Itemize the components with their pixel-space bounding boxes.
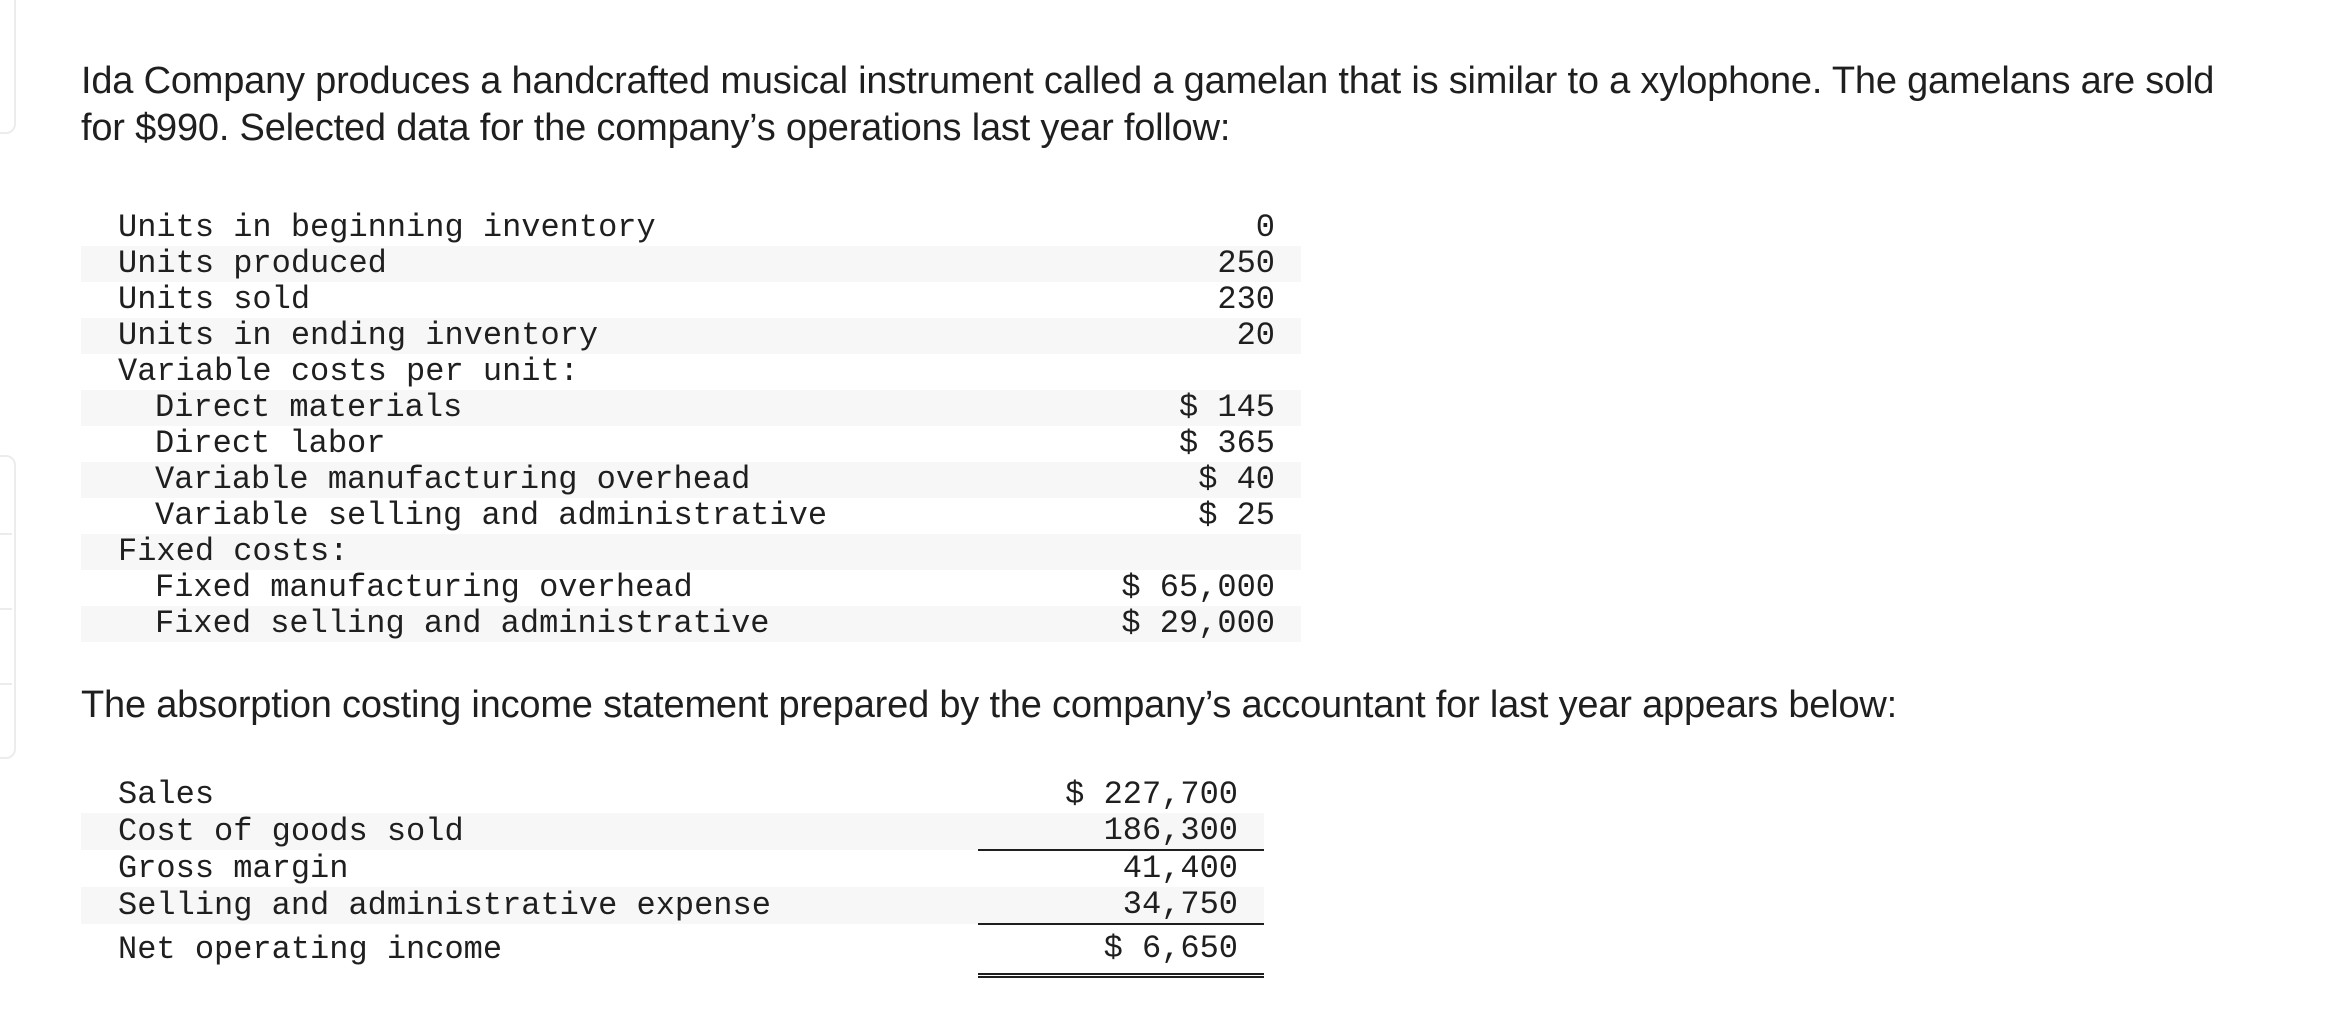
row-value: 41,400 [1122, 850, 1238, 887]
left-edge-divider [0, 683, 12, 685]
row-label: Units produced [81, 246, 1015, 282]
table-row [81, 887, 1264, 924]
row-label: Fixed selling and administrative [81, 606, 1015, 642]
table-row [81, 606, 1301, 642]
row-value: 186,300 [978, 813, 1264, 850]
row-label: Cost of goods sold [81, 813, 978, 850]
table-row [81, 850, 1264, 887]
table-row [81, 498, 1301, 534]
left-edge-frame-middle [0, 455, 16, 759]
row-value: $ 145 [1015, 390, 1301, 426]
question-content [81, 58, 2281, 978]
row-value: $ 65,000 [1121, 569, 1275, 606]
row-label: Units in beginning inventory [118, 209, 656, 246]
statement-intro-paragraph: The absorption costing income statement prepared by the company’s accountant for last year appears below: [81, 684, 1898, 726]
row-value: $ 365 [1178, 425, 1275, 462]
intro-paragraph: Ida Company produces a handcrafted musical instrument called a gamelan that is similar to a xylophone. The gamelans are sold for $990. Selected data for the company’s operations last year follow: [81, 60, 2215, 149]
table-row [81, 777, 1264, 813]
operations-data-table [81, 210, 1301, 642]
row-label: Gross margin [118, 849, 349, 887]
row-value [1015, 354, 1301, 390]
row-value: 250 [1015, 246, 1301, 282]
row-label: Units in ending inventory [81, 318, 1015, 354]
row-value: 0 [1255, 209, 1275, 246]
row-value: 34,750 [978, 887, 1264, 924]
table-row [81, 426, 1301, 462]
row-label: Fixed manufacturing overhead [155, 569, 693, 606]
row-value: $ 40 [1015, 462, 1301, 498]
table-row [81, 246, 1301, 282]
table-row [81, 318, 1301, 354]
row-label: Variable manufacturing overhead [81, 462, 1015, 498]
row-value: $ 227,700 [1065, 776, 1238, 813]
row-label: Direct labor [155, 425, 386, 462]
row-value: 230 [1217, 281, 1275, 318]
table-row [81, 924, 1264, 976]
table-row [81, 282, 1301, 318]
row-value: $ 6,650 [978, 924, 1264, 976]
row-label: Variable costs per unit: [118, 353, 579, 390]
table-row [81, 390, 1301, 426]
row-label: Units sold [118, 281, 311, 318]
table-row [81, 813, 1264, 850]
table-row [81, 534, 1301, 570]
row-label: Selling and administrative expense [81, 887, 978, 924]
table-row [81, 462, 1301, 498]
row-value: $ 29,000 [1015, 606, 1301, 642]
row-label: Fixed costs: [81, 534, 1015, 570]
row-value [1015, 534, 1301, 570]
left-edge-divider [0, 533, 12, 535]
left-edge-frame-top [0, 0, 16, 134]
row-label: Variable selling and administrative [155, 497, 828, 534]
left-edge-divider [0, 608, 12, 610]
table-row [81, 210, 1301, 246]
table-row [81, 570, 1301, 606]
row-label: Net operating income [81, 924, 978, 976]
row-label: Direct materials [81, 390, 1015, 426]
row-label: Sales [118, 776, 215, 813]
income-statement-table [81, 777, 1264, 978]
row-value: $ 25 [1198, 497, 1275, 534]
row-value: 20 [1015, 318, 1301, 354]
table-row [81, 354, 1301, 390]
